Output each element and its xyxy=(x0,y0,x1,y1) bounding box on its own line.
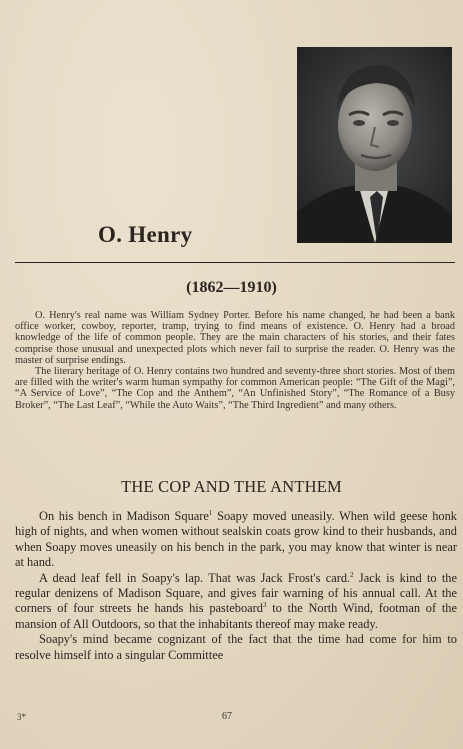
footnote-marker: 1 xyxy=(208,508,213,517)
divider xyxy=(15,262,455,263)
author-years: (1862—1910) xyxy=(186,279,277,296)
author-name: O. Henry xyxy=(98,222,193,247)
story-text xyxy=(15,509,457,663)
printer-signature-mark: 3* xyxy=(17,712,26,722)
author-portrait xyxy=(297,47,452,243)
author-biography xyxy=(15,310,455,411)
footnote-marker: 2 xyxy=(350,570,354,579)
story-paragraph: A dead leaf fell in Soapy's lap. That was Jack Frost's card.$^2$ Jack is kind to the regular denizens of Madison Square, and gives fair warning of his annual call. At the corners of four streets he hands his pasteboard$^3$ to the North Wind, footman of the mansion of All Outdoors, so that the inhabitants thereof may make ready. xyxy=(15,570,457,631)
bio-paragraph: O. Henry's real name was William Sydney Porter. Before his name changed, he had been a bank office worker, cowboy, reporter, tramp, trying to find means of existence. O. Henry had a broad knowledge of the life of common people. They are the main characters of his stories, and their fates comprise those unusual and unexpected plots which never fail to surprise the reader. O. Henry was the master of surprise endings. xyxy=(15,310,455,366)
story-paragraph: Soapy's mind became cognizant of the fact that the time had come for him to resolve himself into a singular Committee xyxy=(15,632,457,662)
footnote-marker: 3 xyxy=(262,601,267,610)
page-number: 67 xyxy=(222,711,232,722)
story-title: THE COP AND THE ANTHEM xyxy=(121,477,342,496)
bio-paragraph: The literary heritage of O. Henry contains two hundred and seventy-three short stories. Most of them are filled with the writer's warm human sympathy for common American people: “The Gift of the Magi”, “A Service of Love”, “The Cop and the Anthem”, “An Unfinished Story”, “The Romance of a Busy Broker”, “The Last Leaf”, “While the Auto Waits”, “The Third Ingredient” and many others. xyxy=(15,366,455,411)
story-paragraph: On his bench in Madison Square$^1$ Soapy moved uneasily. When wild geese honk high of nights, and when women without sealskin coats grow kind to their husbands, and when Soapy moves uneasily on his bench in the park, you may know that winter is near at hand. xyxy=(15,508,457,570)
